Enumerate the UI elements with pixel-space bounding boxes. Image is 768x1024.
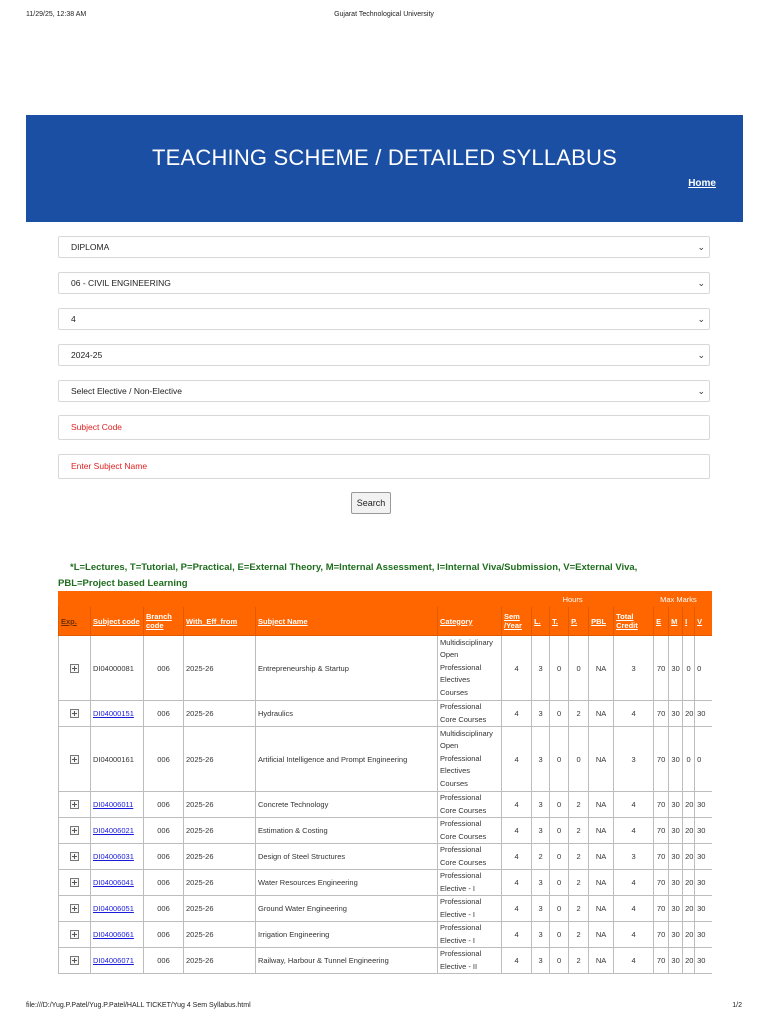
subject-name-placeholder: Enter Subject Name [71,461,148,471]
year-select-value: 2024-25 [71,350,103,360]
subject-code-cell [91,870,144,896]
subject-code-cell [91,818,144,844]
lecture-cell: 2 [532,844,550,870]
viva-submission-cell: 20 [683,844,695,870]
expand-cell [59,636,91,701]
credit-cell: 3 [614,727,654,792]
column-header[interactable]: P. [569,607,589,636]
branch-code-cell: 006 [144,701,184,727]
expand-cell [59,818,91,844]
print-file-path: file:///D:/Yug.P.Patel/Yug.P.Patel/HALL TICKET/Yug 4 Sem Syllabus.html [26,1002,251,1009]
sem-cell: 4 [502,896,532,922]
subject-name-cell: Irrigation Engineering [256,922,438,948]
sem-cell: 4 [502,818,532,844]
chevron-down-icon: ⌄ [697,350,705,360]
category-cell: Multidisciplinary Open Professional Electives Courses [438,636,502,701]
table-row [59,896,713,922]
external-marks-cell: 70 [654,896,669,922]
sem-cell: 4 [502,844,532,870]
search-button[interactable]: Search [351,492,391,514]
internal-marks-cell: 30 [669,636,683,701]
expand-plus-icon[interactable] [70,709,79,718]
branch-code-cell: 006 [144,922,184,948]
subject-name-cell: Ground Water Engineering [256,896,438,922]
abbreviation-legend [58,560,728,592]
category-cell: Professional Core Courses [438,818,502,844]
subject-name-cell: Design of Steel Structures [256,844,438,870]
lecture-cell: 3 [532,727,550,792]
practical-cell: 2 [569,948,589,974]
subject-code-link[interactable]: DI04006071 [93,956,134,965]
pbl-cell: NA [589,922,614,948]
subject-name-cell: Concrete Technology [256,792,438,818]
internal-marks-cell: 30 [669,818,683,844]
expand-plus-icon[interactable] [70,878,79,887]
eff-from-cell: 2025-26 [184,792,256,818]
branch-code-cell: 006 [144,818,184,844]
page-banner [26,115,743,222]
external-marks-cell: 70 [654,792,669,818]
category-cell: Professional Elective - II [438,948,502,974]
expand-plus-icon[interactable] [70,664,79,673]
internal-marks-cell: 30 [669,948,683,974]
lecture-cell: 3 [532,792,550,818]
external-marks-cell: 70 [654,870,669,896]
branch-code-cell: 006 [144,870,184,896]
branch-code-cell: 006 [144,896,184,922]
sem-cell: 4 [502,701,532,727]
lecture-cell: 3 [532,922,550,948]
expand-cell [59,844,91,870]
external-viva-cell: 0 [695,727,712,792]
pbl-cell: NA [589,792,614,818]
subject-name-cell: Estimation & Costing [256,818,438,844]
chevron-down-icon: ⌄ [697,314,705,324]
subject-code-link[interactable]: DI04006041 [93,878,134,887]
viva-submission-cell: 20 [683,818,695,844]
expand-plus-icon[interactable] [70,826,79,835]
tutorial-cell: 0 [550,701,569,727]
legend-line-1: *L=Lectures, T=Tutorial, P=Practical, E=External Theory, M=Internal Assessment, I=Internal Viva/Submission, V=External Viva, [70,562,638,573]
external-viva-cell: 0 [695,636,712,701]
table-row [59,727,713,792]
practical-cell: 2 [569,818,589,844]
tutorial-cell: 0 [550,922,569,948]
external-marks-cell: 70 [654,727,669,792]
sem-cell: 4 [502,792,532,818]
external-viva-cell: 30 [695,792,712,818]
table-row [59,636,713,701]
expand-cell [59,792,91,818]
credit-cell: 4 [614,701,654,727]
credit-cell: 4 [614,792,654,818]
print-datetime: 11/29/25, 12:38 AM [26,11,87,18]
internal-marks-cell: 30 [669,844,683,870]
subject-code-link[interactable]: DI04006011 [93,800,134,809]
subject-code-placeholder: Subject Code [71,422,123,432]
viva-submission-cell: 20 [683,701,695,727]
practical-cell: 2 [569,701,589,727]
viva-submission-cell: 20 [683,870,695,896]
category-cell: Professional Elective - I [438,870,502,896]
category-cell: Professional Core Courses [438,792,502,818]
column-header[interactable]: Category [438,607,502,636]
eff-from-cell: 2025-26 [184,636,256,701]
external-viva-cell: 30 [695,870,712,896]
branch-code-cell: 006 [144,948,184,974]
column-header[interactable]: T. [550,607,569,636]
semester-select-value: 4 [71,314,76,324]
expand-cell [59,727,91,792]
column-header[interactable]: L. [532,607,550,636]
pbl-cell: NA [589,818,614,844]
viva-submission-cell: 0 [683,727,695,792]
column-header[interactable]: Exp. [59,607,91,636]
pbl-cell: NA [589,636,614,701]
page-title: TEACHING SCHEME / DETAILED SYLLABUS [151,145,618,170]
year-select[interactable] [58,344,710,366]
group-header-blank [59,592,532,607]
expand-plus-icon[interactable] [70,930,79,939]
sem-cell: 4 [502,922,532,948]
external-marks-cell: 70 [654,701,669,727]
internal-marks-cell: 30 [669,792,683,818]
external-marks-cell: 70 [654,818,669,844]
table-row [59,948,713,974]
credit-cell: 4 [614,922,654,948]
credit-cell: 4 [614,870,654,896]
elective-select[interactable] [58,380,710,402]
table-row [59,701,713,727]
tutorial-cell: 0 [550,896,569,922]
viva-submission-cell: 20 [683,792,695,818]
lecture-cell: 3 [532,948,550,974]
expand-cell [59,870,91,896]
table-row [59,792,713,818]
subject-code-cell: DI04000081 [91,636,144,701]
external-marks-cell: 70 [654,948,669,974]
home-link[interactable]: Home [688,178,716,189]
eff-from-cell: 2025-26 [184,818,256,844]
sem-cell: 4 [502,948,532,974]
tutorial-cell: 0 [550,818,569,844]
subject-name-input[interactable] [58,454,710,479]
lecture-cell: 3 [532,701,550,727]
category-cell: Professional Elective - I [438,922,502,948]
chevron-down-icon: ⌄ [697,242,705,252]
subject-code-link[interactable]: DI04006061 [93,930,134,939]
table-row [59,844,713,870]
practical-cell: 2 [569,870,589,896]
eff-from-cell: 2025-26 [184,727,256,792]
lecture-cell: 3 [532,636,550,701]
branch-code-cell: 006 [144,636,184,701]
subject-code-cell [91,896,144,922]
internal-marks-cell: 30 [669,727,683,792]
external-viva-cell: 30 [695,818,712,844]
sem-cell: 4 [502,870,532,896]
practical-cell: 0 [569,636,589,701]
subject-code-link[interactable]: DI04006051 [93,904,134,913]
internal-marks-cell: 30 [669,870,683,896]
credit-cell: 4 [614,818,654,844]
lecture-cell: 3 [532,818,550,844]
subject-name-cell: Entrepreneurship & Startup [256,636,438,701]
column-header[interactable]: PBL [589,607,614,636]
category-cell: Professional Core Courses [438,701,502,727]
external-viva-cell: 30 [695,896,712,922]
column-header[interactable]: Subject code [91,607,144,636]
subject-code-link[interactable]: DI04006031 [93,852,134,861]
viva-submission-cell: 0 [683,636,695,701]
subject-name-cell: Railway, Harbour & Tunnel Engineering [256,948,438,974]
external-viva-cell: 30 [695,922,712,948]
subject-code-input[interactable] [58,415,710,440]
tutorial-cell: 0 [550,844,569,870]
print-page-number: 1/2 [732,1002,742,1009]
column-header[interactable]: Subject Name [256,607,438,636]
syllabus-table [58,591,712,974]
external-viva-cell: 30 [695,948,712,974]
table-row [59,870,713,896]
pbl-cell: NA [589,870,614,896]
eff-from-cell: 2025-26 [184,870,256,896]
eff-from-cell: 2025-26 [184,948,256,974]
credit-cell: 4 [614,896,654,922]
tutorial-cell: 0 [550,727,569,792]
column-header[interactable]: E [654,607,669,636]
group-header-blank-2 [614,592,654,607]
viva-submission-cell: 20 [683,948,695,974]
course-select[interactable] [58,236,710,258]
pbl-cell: NA [589,727,614,792]
subject-code-cell [91,948,144,974]
print-title: Gujarat Technological University [334,11,434,18]
subject-code-cell [91,844,144,870]
viva-submission-cell: 20 [683,922,695,948]
expand-cell [59,948,91,974]
eff-from-cell: 2025-26 [184,844,256,870]
course-select-value: DIPLOMA [71,242,110,252]
internal-marks-cell: 30 [669,701,683,727]
chevron-down-icon: ⌄ [697,386,705,396]
external-marks-cell: 70 [654,922,669,948]
practical-cell: 2 [569,792,589,818]
table-row [59,922,713,948]
expand-plus-icon[interactable] [70,904,79,913]
category-cell: Professional Elective - I [438,896,502,922]
legend-line-2: PBL=Project based Learning [58,578,188,589]
column-header[interactable]: Total Credit [614,607,654,636]
table-row [59,818,713,844]
expand-cell [59,896,91,922]
pbl-cell: NA [589,948,614,974]
sem-cell: 4 [502,636,532,701]
sem-cell: 4 [502,727,532,792]
eff-from-cell: 2025-26 [184,922,256,948]
subject-code-link[interactable]: DI04006021 [93,826,134,835]
column-header[interactable]: With_Eff_from [184,607,256,636]
pbl-cell: NA [589,896,614,922]
category-cell: Professional Core Courses [438,844,502,870]
external-viva-cell: 30 [695,701,712,727]
syllabus-table-container [58,591,712,989]
column-header[interactable]: Branch code [144,607,184,636]
credit-cell: 4 [614,948,654,974]
column-header[interactable]: V [695,607,712,636]
branch-select[interactable] [58,272,710,294]
viva-submission-cell: 20 [683,896,695,922]
column-header[interactable]: I [683,607,695,636]
column-header[interactable]: M [669,607,683,636]
internal-marks-cell: 30 [669,922,683,948]
practical-cell: 2 [569,844,589,870]
credit-cell: 3 [614,636,654,701]
branch-code-cell: 006 [144,792,184,818]
expand-plus-icon[interactable] [70,956,79,965]
category-cell: Multidisciplinary Open Professional Electives Courses [438,727,502,792]
eff-from-cell: 2025-26 [184,896,256,922]
chevron-down-icon: ⌄ [697,278,705,288]
tutorial-cell: 0 [550,792,569,818]
expand-plus-icon[interactable] [70,852,79,861]
practical-cell: 0 [569,727,589,792]
external-marks-cell: 70 [654,636,669,701]
semester-select[interactable] [58,308,710,330]
branch-code-cell: 006 [144,727,184,792]
group-header-hours: Hours [532,592,614,607]
subject-name-cell: Water Resources Engineering [256,870,438,896]
subject-code-cell [91,701,144,727]
practical-cell: 2 [569,896,589,922]
branch-select-value: 06 - CIVIL ENGINEERING [71,278,171,288]
expand-cell [59,701,91,727]
elective-select-value: Select Elective / Non-Elective [71,386,183,396]
credit-cell: 3 [614,844,654,870]
column-header[interactable]: Sem /Year [502,607,532,636]
group-header-max-marks: Max Marks [654,592,712,607]
branch-code-cell: 006 [144,844,184,870]
subject-code-cell: DI04000161 [91,727,144,792]
practical-cell: 2 [569,922,589,948]
external-viva-cell: 30 [695,844,712,870]
subject-name-cell: Hydraulics [256,701,438,727]
lecture-cell: 3 [532,870,550,896]
subject-name-cell: Artificial Intelligence and Prompt Engineering [256,727,438,792]
eff-from-cell: 2025-26 [184,701,256,727]
tutorial-cell: 0 [550,636,569,701]
expand-cell [59,922,91,948]
expand-plus-icon[interactable] [70,755,79,764]
lecture-cell: 3 [532,896,550,922]
subject-code-cell [91,792,144,818]
tutorial-cell: 0 [550,948,569,974]
pbl-cell: NA [589,844,614,870]
pbl-cell: NA [589,701,614,727]
expand-plus-icon[interactable] [70,800,79,809]
subject-code-link[interactable]: DI04000151 [93,709,134,718]
subject-code-cell [91,922,144,948]
tutorial-cell: 0 [550,870,569,896]
external-marks-cell: 70 [654,844,669,870]
internal-marks-cell: 30 [669,896,683,922]
